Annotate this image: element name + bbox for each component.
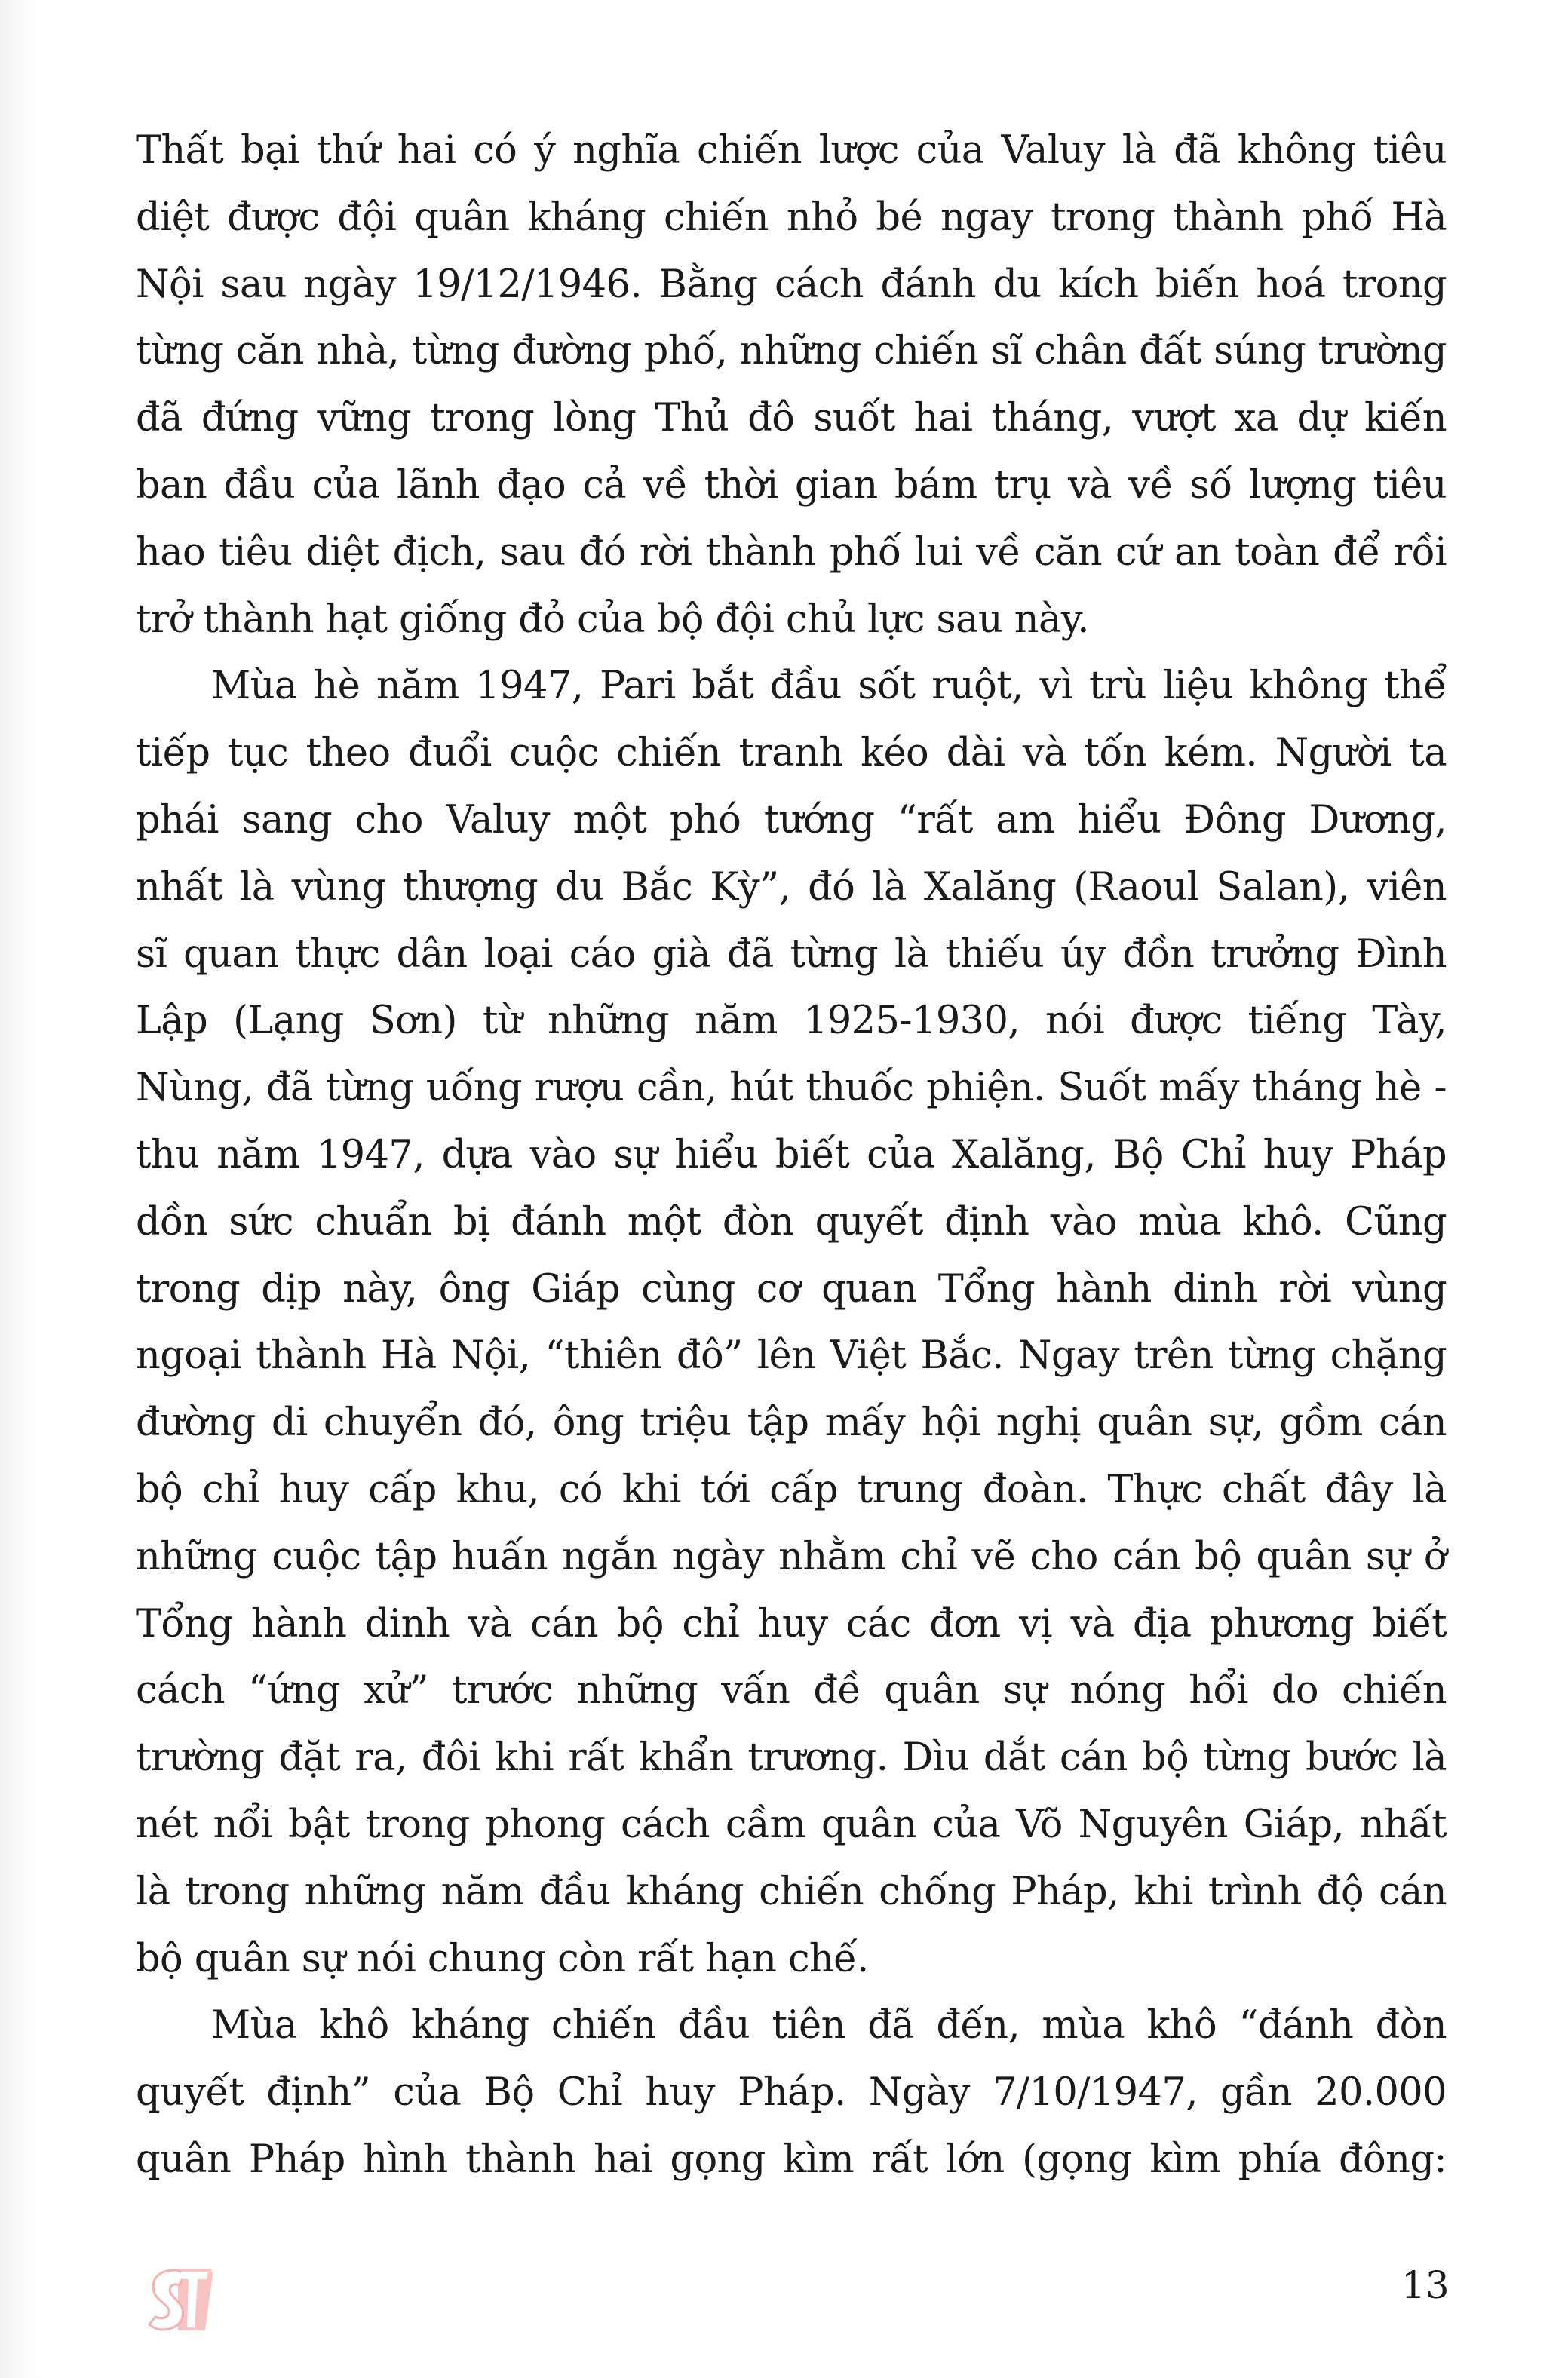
text-line: sĩ quan thực dân loại cáo già đã từng là thiếu úy đồn trưởng Đình — [136, 931, 1447, 977]
text-line: Mùa hè năm 1947, Pari bắt đầu sốt ruột, vì trù liệu không thể — [211, 664, 1447, 709]
text-line: đã đứng vững trong lòng Thủ đô suốt hai tháng, vượt xa dự kiến — [136, 396, 1447, 441]
text-line: trường đặt ra, đôi khi rất khẩn trương. Dìu dắt cán bộ từng bước là — [136, 1735, 1447, 1781]
text-line: trở thành hạt giống đỏ của bộ đội chủ lực sau này. — [136, 597, 1089, 642]
text-line: ngoại thành Hà Nội, “thiên đô” lên Việt Bắc. Ngay trên từng chặng — [136, 1333, 1447, 1379]
text-line: diệt được đội quân kháng chiến nhỏ bé ngay trong thành phố Hà — [136, 195, 1447, 240]
paragraph-2 — [136, 653, 1447, 1993]
text-line: cách “ứng xử” trước những vấn đề quân sự nóng hổi do chiến — [136, 1668, 1447, 1714]
text-line: hao tiêu diệt địch, sau đó rời thành phố lui về căn cứ an toàn để rồi — [136, 529, 1447, 575]
text-line: bộ chỉ huy cấp khu, có khi tới cấp trung đoàn. Thực chất đây là — [136, 1467, 1447, 1512]
text-line: Lập (Lạng Sơn) từ những năm 1925-1930, nói được tiếng Tày, — [136, 999, 1447, 1044]
paragraph-3 — [136, 1993, 1447, 2193]
text-line: phái sang cho Valuy một phó tướng “rất am hiểu Đông Dương, — [136, 797, 1447, 842]
text-line: những cuộc tập huấn ngắn ngày nhằm chỉ vẽ cho cán bộ quân sự ở — [136, 1534, 1447, 1579]
publisher-logo-icon — [145, 2261, 214, 2334]
text-line: bộ quân sự nói chung còn rất hạn chế. — [136, 1936, 869, 1981]
text-line: quyết định” của Bộ Chỉ huy Pháp. Ngày 7/10/1947, gần 20.000 — [136, 2070, 1447, 2116]
text-line: Mùa khô kháng chiến đầu tiên đã đến, mùa khô “đánh đòn — [211, 2003, 1447, 2048]
text-line: Tổng hành dinh và cán bộ chỉ huy các đơn vị và địa phương biết — [136, 1601, 1447, 1646]
text-line: Nùng, đã từng uống rượu cần, hút thuốc phiện. Suốt mấy tháng hè - — [136, 1066, 1447, 1111]
text-line: ban đầu của lãnh đạo cả về thời gian bám trụ và về số lượng tiêu — [136, 462, 1447, 508]
text-line: là trong những năm đầu kháng chiến chống Pháp, khi trình độ cán — [136, 1869, 1447, 1914]
text-line: nhất là vùng thượng du Bắc Kỳ”, đó là Xalăng (Raoul Salan), viên — [136, 864, 1447, 910]
paragraph-1 — [136, 118, 1447, 653]
text-line: Thất bại thứ hai có ý nghĩa chiến lược của Valuy là đã không tiêu — [136, 128, 1447, 173]
text-line: tiếp tục theo đuổi cuộc chiến tranh kéo dài và tốn kém. Người ta — [136, 731, 1447, 776]
text-line: dồn sức chuẩn bị đánh một đòn quyết định vào mùa khô. Cũng — [136, 1199, 1447, 1244]
text-line: thu năm 1947, dựa vào sự hiểu biết của Xalăng, Bộ Chỉ huy Pháp — [136, 1132, 1447, 1177]
text-line: trong dịp này, ông Giáp cùng cơ quan Tổng hành dinh rời vùng — [136, 1266, 1447, 1312]
text-line: đường di chuyển đó, ông triệu tập mấy hội nghị quân sự, gồm cán — [136, 1401, 1447, 1446]
text-line: từng căn nhà, từng đường phố, những chiến sĩ chân đất súng trường — [136, 329, 1447, 374]
page-number: 13 — [1401, 2263, 1450, 2307]
text-line: Nội sau ngày 19/12/1946. Bằng cách đánh du kích biến hoá trong — [136, 262, 1447, 307]
page-body-text — [136, 118, 1447, 2194]
text-line: nét nổi bật trong phong cách cầm quân của Võ Nguyên Giáp, nhất — [136, 1802, 1447, 1847]
text-line: quân Pháp hình thành hai gọng kìm rất lớn (gọng kìm phía đông: — [136, 2137, 1447, 2182]
